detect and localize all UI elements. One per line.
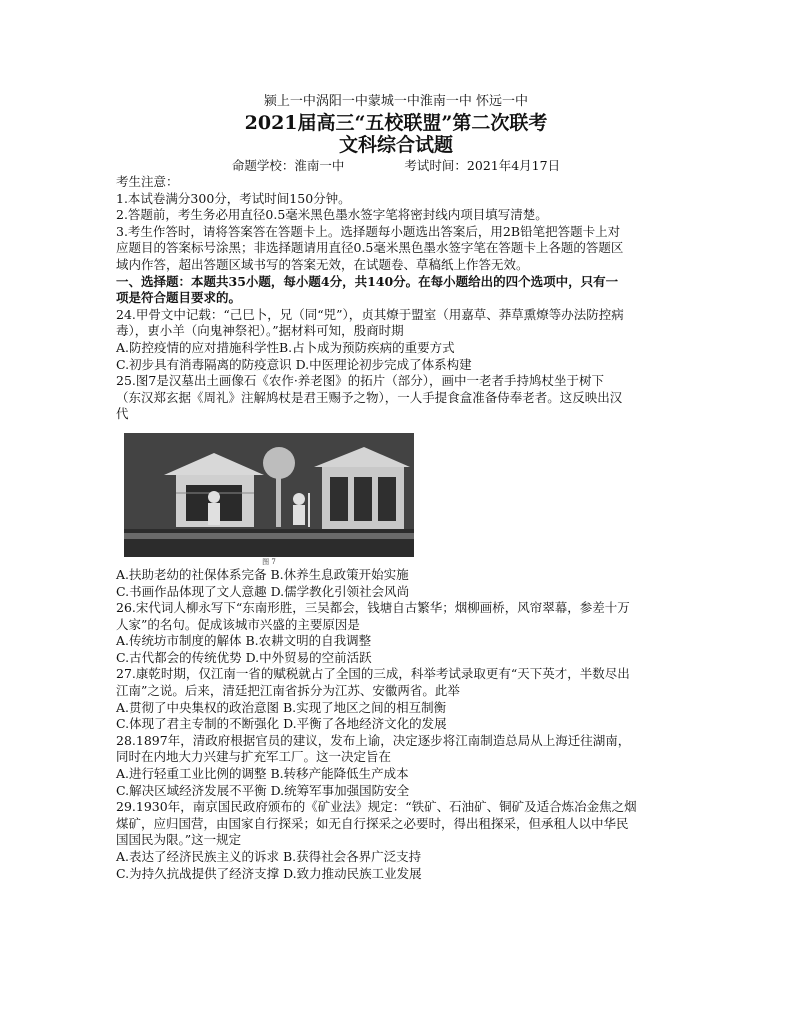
exam-meta — [116, 158, 676, 174]
figure-caption: 图 7 — [262, 557, 276, 566]
exam-subtitle: 文科综合试题 — [338, 134, 453, 156]
q25-line: 代 — [116, 406, 129, 422]
q29-option: C.为持久抗战提供了经济支撑 D.致力推动民族工业发展 — [116, 865, 422, 881]
q28-option: A.进行轻重工业比例的调整 B.转移产能降低生产成本 — [116, 766, 409, 782]
q27-option: C.体现了君主专制的不断强化 D.平衡了各地经济文化的发展 — [116, 716, 447, 732]
q24-option: A.防控疫情的应对措施科学性B.占卜成为预防疾病的重要方式 — [116, 339, 455, 355]
q27-option: A.贯彻了中央集权的政治意图 B.实现了地区之间的相互制衡 — [116, 699, 447, 715]
q29-option: A.表达了经济民族主义的诉求 B.获得社会各界广泛支持 — [116, 849, 422, 864]
notes-heading: 考生注意： — [116, 174, 179, 189]
q27-line: 江南”之说。后来，清廷把江南省拆分为江苏、安徽两省。此举 — [116, 683, 460, 699]
q26-option: A.传统坊市制度的解体 B.农耕文明的自我调整 — [116, 633, 372, 649]
q25-line: 25.图7是汉墓出土画像石《农作·养老图》的拓片（部分），画中一老者手持鸠杖坐于树下 — [116, 373, 605, 389]
section-heading: 一、选择题：本题共35小题，每小题4分，共140分。在每小题给出的四个选项中，只有一 — [116, 273, 619, 289]
q25-option: A.扶助老幼的社保体系完备 B.休养生息政策开始实施 — [116, 566, 409, 582]
q24-option: C.初步具有消毒隔离的防疫意识 D.中医理论初步完成了体系构建 — [116, 356, 472, 372]
q27-line: 27.康乾时期，仅江南一省的赋税就占了全国的三成，科举考试录取更有“天下英才，半数尽出 — [116, 666, 630, 682]
q24-line: 24.甲骨文中记载：“己巳卜，兄（同“兕”），贞其燎于盟室（用嘉草、莽草熏燎等办法防控病 — [116, 306, 624, 322]
q29-line: 煤矿，应归国营，由国家自行探采；如无自行探采之必要时，得出租探采，但承租人以中华民 — [116, 815, 629, 831]
q26-line: 人家”的名句。促成该城市兴盛的主要原因是 — [116, 616, 360, 632]
section-heading-cont: 项是符合题目要求的。 — [116, 290, 242, 306]
rubbing-image — [124, 433, 414, 557]
note-line: 应题目的答案标号涂黑；非选择题请用直径0.5毫米黑色墨水签字笔在答题卡上各题的答题区 — [116, 240, 624, 256]
note-line: 2.答题前，考生务必用直径0.5毫米黑色墨水签字笔将密封线内项目填写清楚。 — [116, 207, 548, 223]
time-label: 考试时间：2021年4月17日 — [404, 158, 561, 173]
q28-option: C.解决区域经济发展不平衡 D.统筹军事加强国防安全 — [116, 782, 410, 798]
exam-page — [116, 94, 676, 882]
q25-line: （东汉郑玄据《周礼》注解鸠杖是君王赐予之物），一人手提食盒准备侍奉老者。这反映出汉 — [116, 389, 623, 405]
q26-line: 26.宋代词人柳永写下“东南形胜，三吴都会，钱塘自古繁华；烟柳画桥，风帘翠幕，参差十万 — [116, 600, 630, 616]
q29-line: 29.1930年，南京国民政府颁布的《矿业法》规定：“铁矿、石油矿、铜矿及适合炼冶金焦之烟 — [116, 799, 637, 815]
q28-line: 28.1897年，清政府根据官员的建议，发布上谕，决定逐步将江南制造总局从上海迁往湖南， — [116, 732, 631, 748]
note-line: 1.本试卷满分300分，考试时间150分钟。 — [116, 190, 351, 206]
q26-option: C.古代都会的传统优势 D.中外贸易的空前活跃 — [116, 649, 372, 665]
exam-title: 2021届高三“五校联盟”第二次联考 — [244, 112, 548, 134]
note-line: 3.考生作答时，请将答案答在答题卡上。选择题每小题选出答案后，用2B铅笔把答题卡上对 — [116, 223, 621, 239]
note-line: 域内作答，超出答题区域书写的答案无效，在试题卷、草稿纸上作答无效。 — [116, 256, 529, 272]
q29-line: 国国民为限。”这一规定 — [116, 832, 242, 848]
q25-option: C.书画作品体现了文人意趣 D.儒学教化引领社会风尚 — [116, 583, 410, 599]
q28-line: 同时在内地大力兴建与扩充军工厂。这一决定旨在 — [116, 749, 392, 765]
school-label: 命题学校：淮南一中 — [231, 158, 345, 173]
schools-line: 颍上一中涡阳一中蒙城一中淮南一中 怀远一中 — [263, 94, 529, 109]
q24-line: 毒），叀小羊（向鬼神祭祀）。”据材料可知，殷商时期 — [116, 323, 404, 339]
